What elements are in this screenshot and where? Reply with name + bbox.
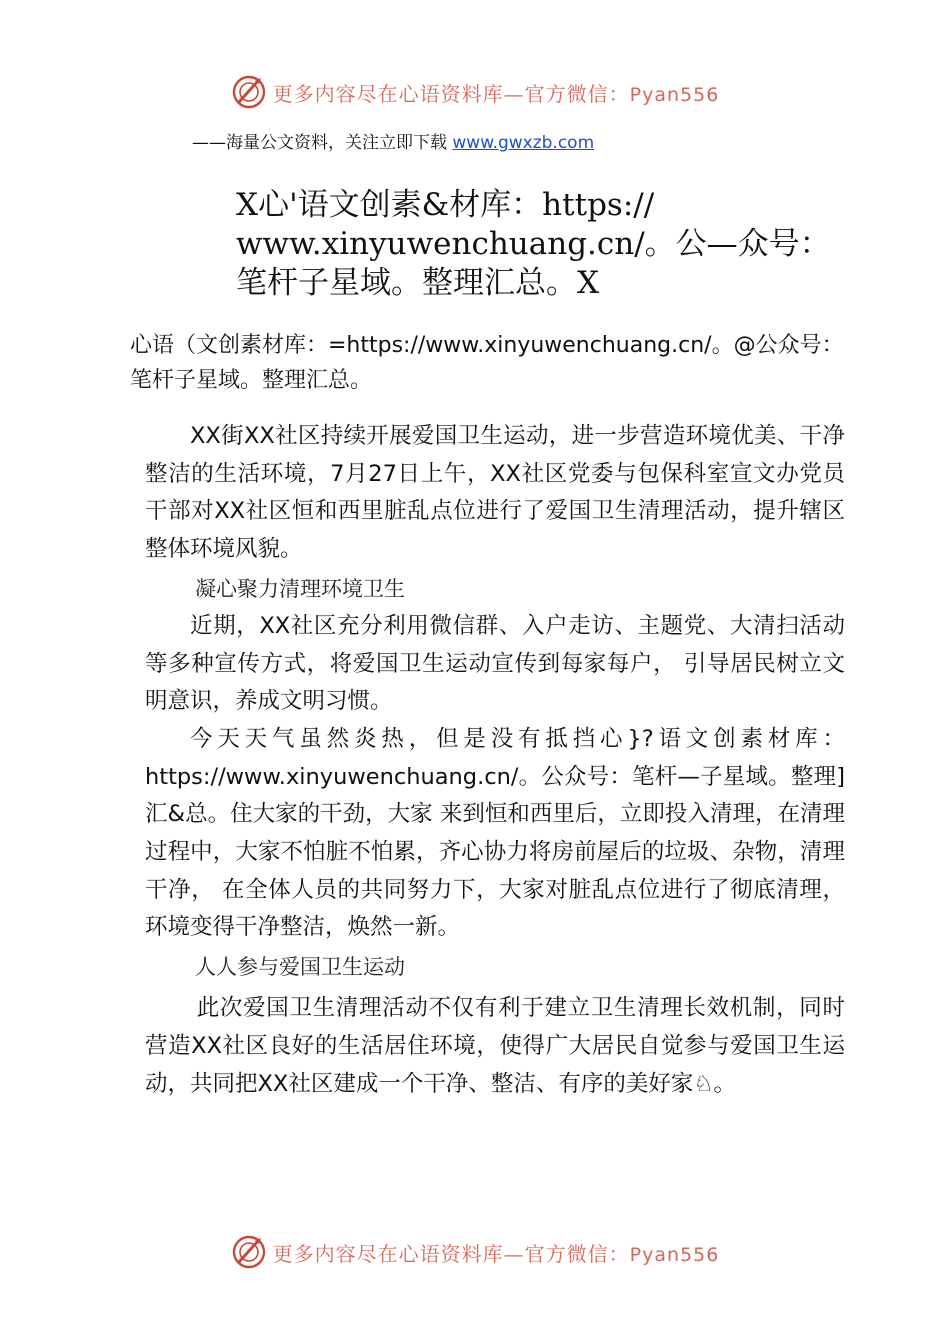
article-body [145,418,845,1103]
section-heading-participation: 人人参与爱国卫生运动 [195,955,405,980]
header-banner-text: 更多内容尽在心语资料库—官方微信： [272,81,630,106]
brand-logo-icon [231,1234,267,1270]
section-heading-cleanup: 凝心聚力清理环境卫生 [195,576,405,601]
source-title-block: X心'语文创素&材库：https:// www.xinyuwenchuang.cn/。公—众号：笔杆子星域。整理汇总。X [236,187,831,301]
header-banner-wechat-id: Pyan556 [629,83,720,106]
footer-banner-text: 更多内容尽在心语资料库—官方微信： [272,1241,630,1266]
footer-banner-wechat-id: Pyan556 [629,1243,720,1266]
article-paragraph-publicity: 近期，XX社区充分利用微信群、入户走访、主题党、大清扫活动等多种宣传方式，将爱国卫生运动宣传到每家每户， 引导居民树立文明意识，养成文明习惯。 [145,612,845,715]
header-banner [0,72,950,112]
footer-banner [0,1232,950,1272]
download-notice-text: ——海量公文资料，关注立即下载 [192,133,453,153]
article-paragraph-intro: XX街XX社区持续开展爱国卫生运动，进一步营造环境优美、干净整洁的生活环境，7月27日上午，XX社区党委与包保科室宣文办党员干部对XX社区恒和西里脏乱点位进行了爱国卫生清理活动，提升辖区整体环境风貌。 [145,423,845,563]
brand-logo-icon [231,74,267,110]
article-paragraph-conclusion: 此次爱国卫生清理活动不仅有利于建立卫生清理长效机制，同时营造XX社区良好的生活居住环境，使得广大居民自觉参与爱国卫生运动，共同把XX社区建成一个干净、整洁、有序的美好家♘。 [145,995,845,1097]
article-paragraph-cleanup: 今天天气虽然炎热，但是没有抵挡心}?语文创素材库：https://www.xinyuwenchuang.cn/。公众号：笔杆—子星域。整理]汇&总。住大家的干劲，大家 来到恒和西里后，立即投入清理，在清理过程中，大家不怕脏不怕累，齐心协力将房前屋后的垃圾、杂物，清理干净， 在全体人员的共同努力下，大家对脏乱点位进行了彻底清理， 环境变得干净整洁，焕然一新。 [145,725,845,941]
source-notice: 心语（文创素材库：=https://www.xinyuwenchuang.cn/。@公众号：笔杆子星域。整理汇总。 [130,333,844,393]
download-notice [192,128,594,153]
download-link[interactable]: www.gwxzb.com [452,133,595,153]
